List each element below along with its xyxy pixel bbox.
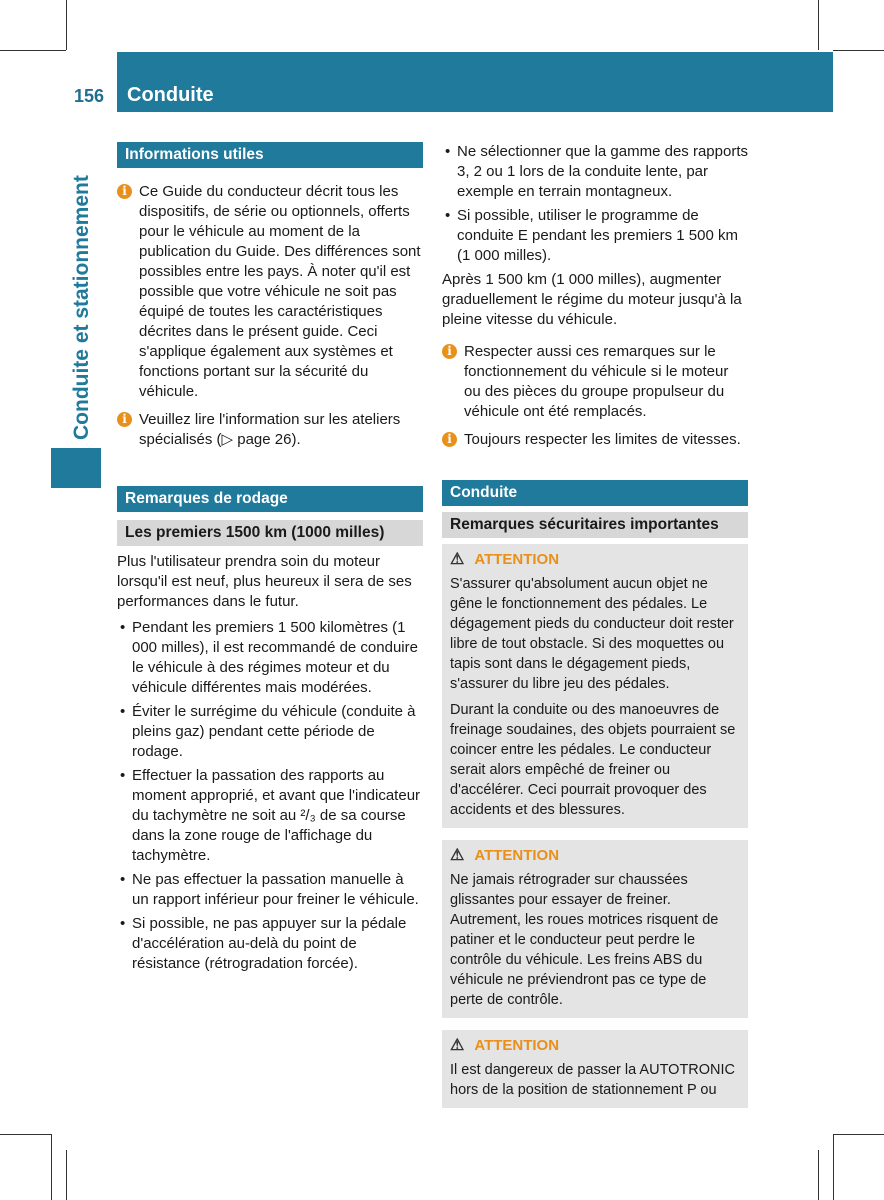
warning-box (442, 840, 748, 1018)
warning-title (450, 1036, 740, 1056)
list-item: • Ne sélectionner que la gamme des rapports 3, 2 ou 1 lors de la conduite lente, par exemple en terrain montagneux. (442, 142, 748, 202)
list-item: • Pendant les premiers 1 500 kilomètres (1 000 milles), il est recommandé de conduire le véhicule à des régimes moteur et du véhicule différentes mais modérées. (117, 618, 423, 698)
section-heading-informations: Informations utiles (117, 142, 423, 168)
warning-triangle-icon: ⚠ (450, 551, 465, 568)
info-note-text: Ce Guide du conducteur décrit tous les dispositifs, de série ou optionnels, offerts pour le véhicule au moment de la publication du Guide. Des différences sont possibles entre les pays. À noter qu'il est possible que votre véhicule ne soit pas équipé de toutes les caractéristiques décrites dans le présent guide. Ceci s'applique également aux systèmes et fonctions portant sur la sécurité du véhicule. (139, 183, 421, 400)
side-tab-label: Conduite et stationnement (70, 175, 93, 440)
crop-mark (66, 0, 67, 50)
info-note-text: Veuillez lire l'information sur les ateliers spécialisés (▷ page 26). (139, 411, 401, 448)
info-icon: i (117, 412, 132, 427)
page-number: 156 (74, 86, 105, 106)
subheading-securitaires: Remarques sécuritaires importantes (442, 512, 748, 538)
warning-title (450, 846, 740, 866)
rodage-bullet-list (117, 618, 423, 974)
warning-title-text: ATTENTION (474, 551, 560, 568)
warning-paragraph: S'assurer qu'absolument aucun objet ne gêne le fonctionnement des pédales. Le dégagement pieds du conducteur doit rester libre de tout obstacle. Si des moquettes ou tapis sont dans le dégagement pieds, s'assurer du libre jeu des pédales. (450, 576, 734, 692)
section-heading-rodage: Remarques de rodage (117, 486, 423, 512)
right-bullet-list (442, 142, 748, 266)
crop-mark (51, 1134, 52, 1200)
warning-title (450, 550, 740, 570)
crop-mark (0, 1134, 51, 1135)
warning-triangle-icon: ⚠ (450, 1037, 465, 1054)
subheading-premiers-km: Les premiers 1500 km (1000 milles) (117, 520, 423, 546)
info-note-text: Toujours respecter les limites de vitesses. (464, 431, 741, 448)
list-item: • Si possible, ne pas appuyer sur la pédale d'accélération au-delà du point de résistance (rétrogradation forcée). (117, 914, 423, 974)
info-note (117, 182, 423, 402)
page-title: Conduite (127, 84, 214, 106)
warning-triangle-icon: ⚠ (450, 847, 465, 864)
crop-mark (818, 0, 819, 50)
warning-paragraph: Ne jamais rétrograder sur chaussées glissantes pour essayer de freiner. Autrement, les roues motrices risquent de patiner et le conducteur peut perdre le contrôle du véhicule. Les freins ABS du véhicule ne préviendront pas ce type de perte de contrôle. (450, 872, 719, 1008)
crop-mark (818, 1150, 819, 1200)
crop-mark (66, 1150, 67, 1200)
side-tab-marker (51, 448, 101, 488)
rodage-intro: Plus l'utilisateur prendra soin du moteur lorsqu'il est neuf, plus heureux il sera de ses performances dans le futur. (117, 553, 412, 610)
info-icon: i (442, 432, 457, 447)
info-icon: i (442, 344, 457, 359)
warning-paragraph: Il est dangereux de passer la AUTOTRONIC hors de la position de stationnement P ou (450, 1062, 736, 1098)
crop-mark (0, 50, 66, 51)
info-note (442, 342, 748, 422)
warning-title-text: ATTENTION (474, 1037, 560, 1054)
list-item: • Si possible, utiliser le programme de conduite E pendant les premiers 1 500 km (1 000 milles). (442, 206, 748, 266)
crop-mark (833, 50, 884, 51)
crop-mark (833, 1134, 884, 1135)
info-note (117, 410, 423, 450)
warning-box (442, 1030, 748, 1108)
left-column (117, 142, 423, 978)
warning-paragraph: Durant la conduite ou des manoeuvres de freinage soudaines, des objets pourraient se coincer entre les pédales. Le conducteur serait alors empêché de freiner ou d'accélérer. Ceci pourrait provoquer des accidents et des blessures. (450, 702, 736, 818)
right-column (442, 142, 748, 1108)
info-icon: i (117, 184, 132, 199)
warning-box (442, 544, 748, 828)
info-note (442, 430, 748, 450)
list-item: • Effectuer la passation des rapports au moment approprié, et avant que l'indicateur du tachymètre ne soit au ²/₃ de sa course dans la zone rouge de l'affichage du tachymètre. (117, 766, 423, 866)
section-heading-conduite: Conduite (442, 480, 748, 506)
crop-mark (833, 1134, 834, 1200)
list-item: • Ne pas effectuer la passation manuelle à un rapport inférieur pour freiner le véhicule. (117, 870, 423, 910)
after-text: Après 1 500 km (1 000 milles), augmenter graduellement le régime du moteur jusqu'à la pleine vitesse du véhicule. (442, 271, 742, 328)
info-note-text: Respecter aussi ces remarques sur le fonctionnement du véhicule si le moteur ou des pièces du groupe propulseur du véhicule ont été remplacés. (464, 343, 729, 420)
header-bar (117, 52, 833, 112)
warning-title-text: ATTENTION (474, 847, 560, 864)
list-item: • Éviter le surrégime du véhicule (conduite à pleins gaz) pendant cette période de rodage. (117, 702, 423, 762)
